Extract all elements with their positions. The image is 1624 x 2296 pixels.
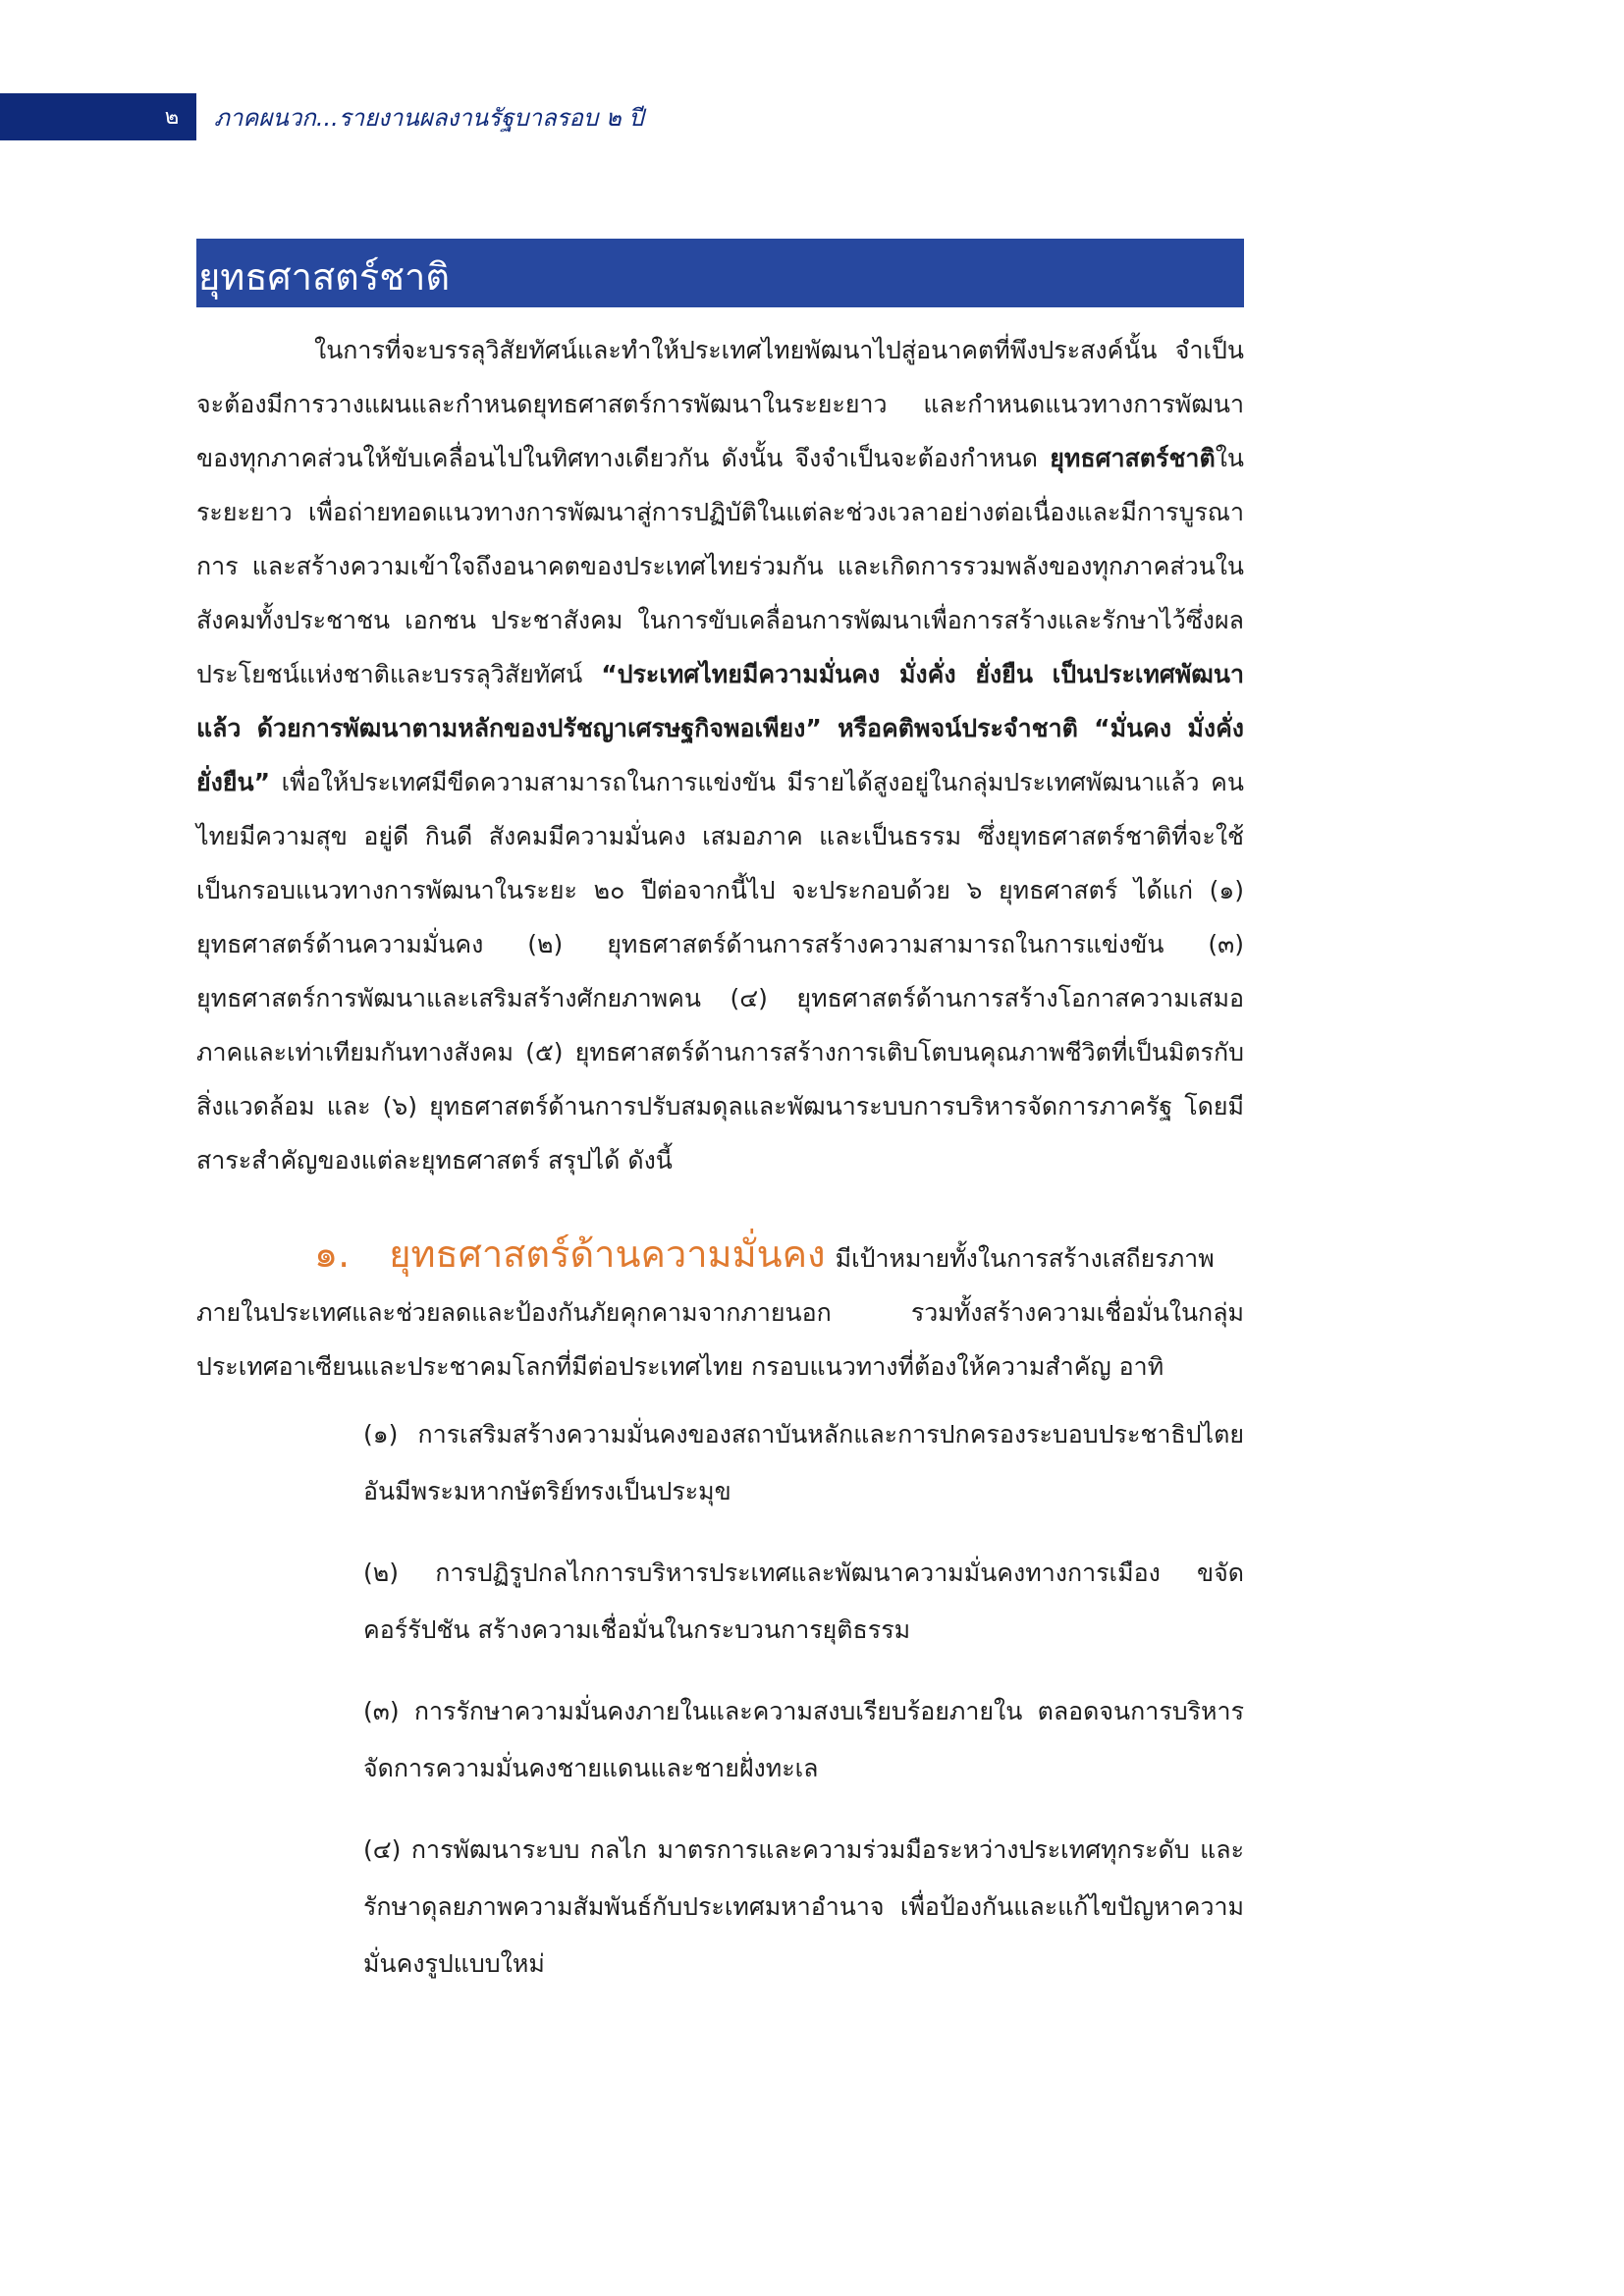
running-title: ภาคผนวก...รายงานผลงานรัฐบาลรอบ ๒ ปี: [214, 104, 644, 132]
strategy-1-text: มีเป้าหมายทั้งในการสร้างเสถียรภาพภายในประเทศและช่วยลดและป้องกันภัยคุกคามจากภายนอก รวมทั้งสร้างความเชื่อมั่นในกลุ่มประเทศอาเซียนและประชาคมโลกที่มีต่อประเทศไทย กรอบแนวทางที่ต้องให้ความสำคัญ อาทิ: [196, 1244, 1244, 1381]
intro-bold-1: ยุทธศาสตร์ชาติ: [1050, 444, 1216, 472]
strategy-1-title: ยุทธศาสตร์ด้านความมั่นคง: [389, 1232, 826, 1276]
strategy-1-item: [196, 1683, 1244, 1797]
strategy-1-item: [196, 1822, 1244, 1993]
intro-bold-2: “ประเทศไทยมีความมั่นคง มั่งคั่ง ยั่งยืน เป็นประเทศพัฒนาแล้ว ด้วยการพัฒนาตามหลักของปรัชญาเศรษฐกิจพอเพียง” หรือคติพจน์ประจำชาติ “มั่นคง มั่งคั่ง ยั่งยืน”: [196, 660, 1244, 796]
strategy-1-item-text: (๒) การปฏิรูปกลไกการบริหารประเทศและพัฒนาความมั่นคงทางการเมือง ขจัดคอร์รัปชัน สร้างความเชื่อมั่นในกระบวนการยุติธรรม: [363, 1558, 1244, 1644]
strategy-1-item: [196, 1545, 1244, 1659]
page-number: ๒: [164, 105, 180, 130]
intro-text-1: ในการที่จะบรรลุวิสัยทัศน์และทำให้ประเทศไทยพัฒนาไปสู่อนาคตที่พึงประสงค์นั้น จำเป็นจะต้องมีการวางแผนและกำหนดยุทธศาสตร์การพัฒนาในระยะยาว และกำหนดแนวทางการพัฒนาของทุกภาคส่วนให้ขับเคลื่อนไปในทิศทางเดียวกัน ดังนั้น จึงจำเป็นจะต้องกำหนด: [196, 336, 1244, 472]
strategy-1-item-text: (๔) การพัฒนาระบบ กลไก มาตรการและความร่วมมือระหว่างประเทศทุกระดับ และรักษาดุลยภาพความสัมพันธ์กับประเทศมหาอำนาจ เพื่อป้องกันและแก้ไขปัญหาความมั่นคงรูปแบบใหม่: [363, 1835, 1244, 1978]
strategy-1-item-text: (๑) การเสริมสร้างความมั่นคงของสถาบันหลักและการปกครองระบอบประชาธิปไตยอันมีพระมหากษัตริย์ทรงเป็นประมุข: [363, 1420, 1244, 1505]
intro-text-3: เพื่อให้ประเทศมีขีดความสามารถในการแข่งขัน มีรายได้สูงอยู่ในกลุ่มประเทศพัฒนาแล้ว คนไทยมีความสุข อยู่ดี กินดี สังคมมีความมั่นคง เสมอภาค และเป็นธรรม ซึ่งยุทธศาสตร์ชาติที่จะใช้เป็นกรอบแนวทางการพัฒนาในระยะ ๒๐ ปีต่อจากนี้ไป จะประกอบด้วย ๖ ยุทธศาสตร์ ได้แก่ (๑) ยุทธศาสตร์ด้านความมั่นคง (๒) ยุทธศาสตร์ด้านการสร้างความสามารถในการแข่งขัน (๓) ยุทธศาสตร์การพัฒนาและเสริมสร้างศักยภาพคน (๔) ยุทธศาสตร์ด้านการสร้างโอกาสความเสมอภาคและเท่าเทียมกันทางสังคม (๕) ยุทธศาสตร์ด้านการสร้างการเติบโตบนคุณภาพชีวิตที่เป็นมิตรกับสิ่งแวดล้อม และ (๖) ยุทธศาสตร์ด้านการปรับสมดุลและพัฒนาระบบการบริหารจัดการภาครัฐ โดยมีสาระสำคัญของแต่ละยุทธศาสตร์ สรุปได้ ดังนี้: [196, 768, 1244, 1175]
intro-text-2: ในระยะยาว เพื่อถ่ายทอดแนวทางการพัฒนาสู่การปฏิบัติในแต่ละช่วงเวลาอย่างต่อเนื่องและมีการบูรณาการ และสร้างความเข้าใจถึงอนาคตของประเทศไทยร่วมกัน และเกิดการรวมพลังของทุกภาคส่วนในสังคมทั้งประชาชน เอกชน ประชาสังคม ในการขับเคลื่อนการพัฒนาเพื่อการสร้างและรักษาไว้ซึ่งผลประโยชน์แห่งชาติและบรรลุวิสัยทัศน์: [196, 444, 1244, 688]
strategy-1-item-text: (๓) การรักษาความมั่นคงภายในและความสงบเรียบร้อยภายใน ตลอดจนการบริหารจัดการความมั่นคงชายแดนและชายฝั่งทะเล: [363, 1697, 1244, 1782]
intro-paragraph: [196, 323, 1244, 1187]
section-title: ยุทธศาสตร์ชาติ: [198, 255, 451, 299]
strategy-1-paragraph: [196, 1228, 1244, 1394]
strategy-1-number: ๑.: [314, 1232, 351, 1276]
strategy-1-item: [196, 1406, 1244, 1520]
